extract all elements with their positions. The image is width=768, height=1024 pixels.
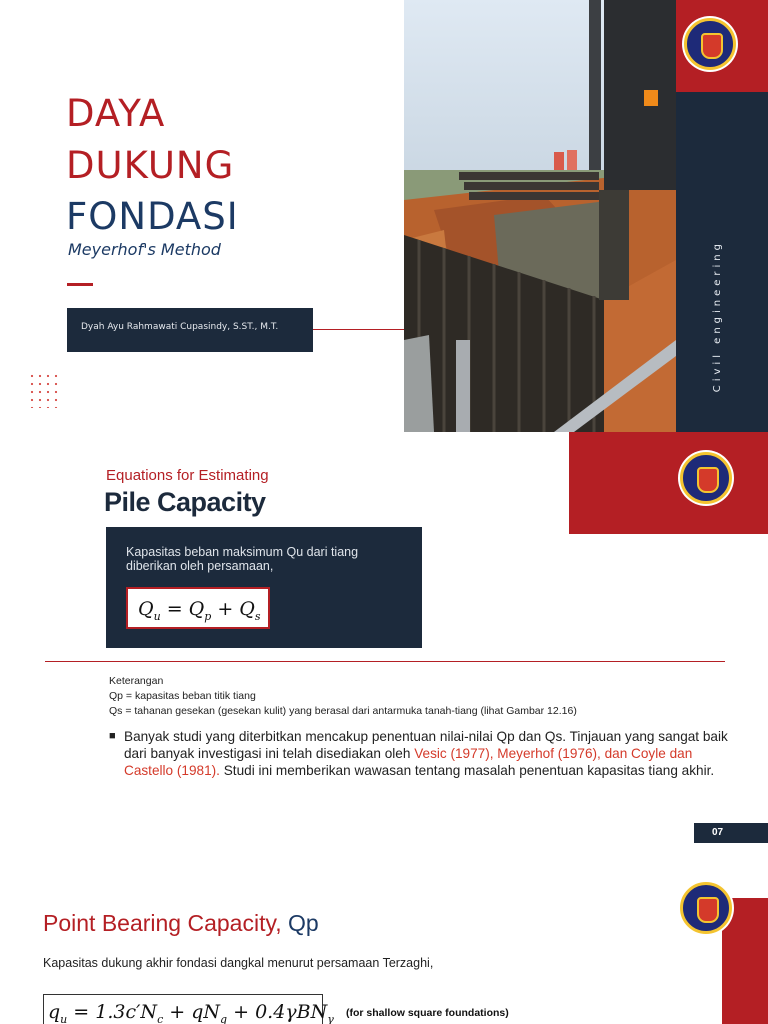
formula-term: Q [188,598,205,620]
university-seal-icon [680,882,732,934]
pile-capacity-slide [0,432,768,858]
formula-operator: = [160,598,189,620]
reference-citations: Vesic (1977), Meyerhof (1976), dan Coyle dan Castello (1981). [124,746,693,778]
bullet-paragraph [109,728,729,779]
formula-subscript: p [204,609,212,623]
author-connector-line [313,329,404,330]
formula-subscript: u [60,1012,68,1024]
university-seal-icon [684,18,736,70]
slide-title: Pile Capacity [104,487,266,517]
point-bearing-slide [0,858,768,1024]
section-heading: Equations for Estimating [106,467,269,484]
construction-site-photo [404,0,676,432]
formula-term: + qN [163,1001,221,1023]
legend-label: Keterangan [109,675,164,687]
formula-operator: + [211,598,240,620]
formula-note: (for shallow square foundations) [346,1007,509,1019]
title-navy-part: Qp [288,910,319,936]
author-name: Dyah Ayu Rahmawati Cupasindy, S.ST., M.T. [81,322,279,332]
title-accent-line [67,283,93,286]
formula-subscript: u [153,609,161,623]
formula-term: = 1.3c′N [67,1001,158,1023]
title-slide [0,0,768,432]
side-label: Civil engineering [712,240,723,393]
formula-term: q [48,1001,61,1023]
subtitle: Meyerhof's Method [68,240,221,259]
bullet-text-part: Studi ini memberikan wawasan tentang masalah penentuan kapasitas tiang akhir. [219,763,715,778]
equation-box [106,527,422,648]
formula-subscript: c [157,1012,164,1024]
photo-illustration [404,0,676,432]
title-line-2: DUKUNG [66,144,235,187]
dot-pattern [28,372,60,408]
title-line-1: DAYA [66,92,166,135]
red-corner-block [569,432,768,534]
page-number-badge: 07 [694,823,768,843]
square-bullet-icon: ■ [109,730,116,742]
terzaghi-formula [43,994,334,1024]
formula-subscript: q [220,1012,228,1024]
formula-subscript: γ [327,1012,334,1024]
formula-term: Q [239,598,255,620]
capacity-formula [126,587,270,629]
formula-term: Q [138,598,154,620]
equation-intro: Kapasitas beban maksimum Qu dari tiang diberikan oleh persamaan, [126,545,359,573]
bullet-text [124,728,729,779]
section-divider [45,661,725,662]
slide-description: Kapasitas dukung akhir fondasi dangkal menurut persamaan Terzaghi, [43,956,434,970]
formula-subscript: s [254,609,261,623]
formula-term: + 0.4γBN [227,1001,328,1023]
legend-block [109,674,577,719]
bullet-text-part: Banyak studi yang diterbitkan mencakup penentuan nilai-nilai Qp dan Qs. Tinjauan yang sangat baik dari banyak investigasi ini telah disediakan oleh [124,729,728,761]
title-line-3: FONDASI [66,195,239,238]
slide-title [43,910,319,937]
title-red-part: Point Bearing Capacity, [43,910,289,936]
legend-qp: Qp = kapasitas beban titik tiang [109,690,256,702]
author-box [67,308,313,352]
legend-qs: Qs = tahanan gesekan (gesekan kulit) yang berasal dari antarmuka tanah-tiang (lihat Gambar 12.16) [109,705,577,717]
university-seal-icon [680,452,732,504]
